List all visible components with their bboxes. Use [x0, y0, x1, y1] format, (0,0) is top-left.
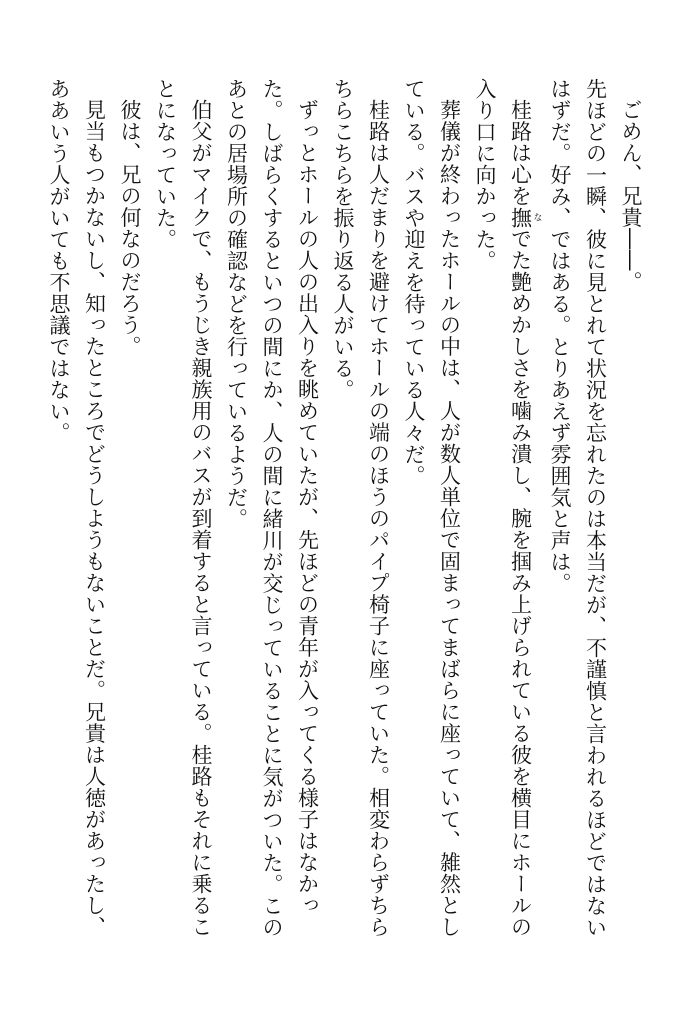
paragraph-3 [467, 78, 542, 958]
ruby-reading: な [531, 206, 542, 228]
paragraph-8: 彼は、兄の何なのだろう。 [118, 99, 142, 357]
paragraph-7: 伯父がマイクで、もうじき親族用のバスが到着すると言っている。桂路もそれに乗ることになっていた。 [153, 78, 213, 938]
paragraph-5: 桂路は人だまりを避けてホールの端のほうのパイプ椅子に座っていた。相変わらずちらちらこちらを振り返る人がいる。 [331, 78, 391, 938]
vertical-text-body [48, 78, 648, 958]
paragraph-9: 見当もつかないし、知ったところでどうしようもないことだ。兄貴は人徳があったし、ああいう人がいても不思議ではない。 [47, 78, 107, 938]
ruby-annotation [508, 206, 542, 229]
paragraph-2: 先ほどの一瞬、彼に見とれて状況を忘れたのは本当だが、不謹慎と言われるほどではないはずだ。好み、ではある。とりあえず雰囲気と声は。 [548, 78, 608, 938]
paragraph-1: ごめん、兄貴――。 [619, 99, 643, 293]
paragraph-3-text-after-ruby: でた艶めかしさを噛み潰し、腕を掴み上げられている彼を横目にホールの入り口に向かった。 [473, 78, 533, 938]
ruby-base: 撫 [508, 206, 533, 228]
paragraph-3-text-before-ruby: 桂路は心を [508, 99, 533, 207]
paragraph-4: 葬儀が終わったホールの中は、人が数人単位で固まってまばらに座っていて、雑然としている。バスや迎えを待っている人々だ。 [402, 78, 462, 938]
paragraph-6: ずっとホールの人の出入りを眺めていたが、先ほどの青年が入ってくる様子はなかった。しばらくするといつの間にか、人の間に緒川が交じっていることに気がついた。このあとの居場所の確認などを行っているようだ。 [224, 78, 320, 938]
